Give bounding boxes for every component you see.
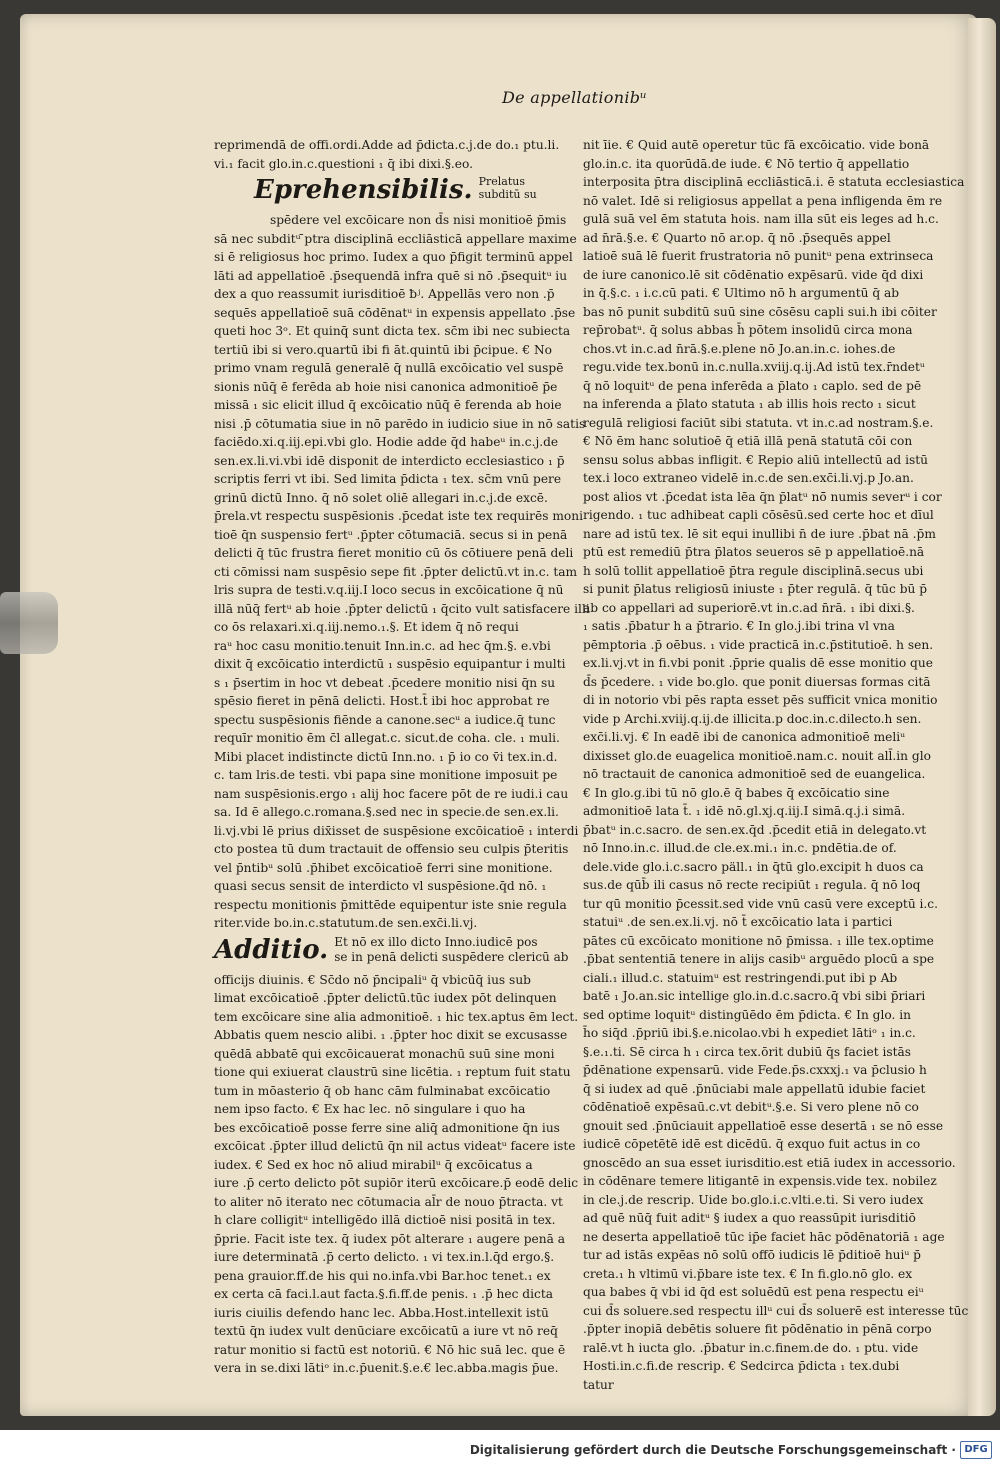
text-line: sionis nūq̄ ē ferēda ab hoie nisi canonica admonitioē p̄e <box>214 379 558 394</box>
text-line: iure determinatā .p̄ certo delicto. ₁ vi tex.in.l.q̄d ergo.§. <box>214 1250 555 1264</box>
text-line: .p̄bat sententiā tenere in alijs casibᵘ arguēdo plocū a spe <box>583 952 935 966</box>
text-line: li.vj.vbi lē prius dix̄isset de suspēsione excōicatioē ₁ interdi <box>214 823 579 838</box>
text-line: textū q̄n iudex vult denūciare excōicatū a iure vt nō req̄ <box>214 1324 558 1338</box>
text-line: dixisset glo.de euagelica monitioē.nam.c. nouit all̄.in glo <box>583 748 931 763</box>
text-line: sa. Id ē allego.c.romana.§.sed nec in specie.de sen.ex.li. <box>214 805 559 819</box>
text-line: iuris ciuilis defendo hanc lec. Abba.Host.intellexit istū <box>214 1305 549 1320</box>
text-line: officijs diuinis. € Sc̄do nō p̄ncipaliᵘ q̄ vbicūq̄ ius sub <box>214 972 531 987</box>
text-line: ex certa cā faci.l.aut facta.§.fi.ff.de penis. ₁ .p̄ hec dicta <box>214 1287 553 1301</box>
text-line: tione qui exiuerat claustrū sine licētia. ₁ reptum fuit statu <box>214 1065 571 1079</box>
text-line: nō valet. Idē si religiosus appellat a pena infligenda ēm re <box>583 193 943 208</box>
text-line: dixit q̄ excōicatio interdictū ₁ suspēsio equipantur i multi <box>214 657 566 671</box>
text-line: rigendo. ₁ tuc adhibeat capli cōsēsū.sed certe hoc et dīul <box>583 508 934 522</box>
text-line: §.e.₁.ti. Sē circa h ₁ circa tex.ōrit dubiū q̄s faciet istās <box>583 1044 912 1059</box>
text-line: quasi secus sensit de interdicto vl suspēsione.q̄d nō. ₁ <box>214 879 547 893</box>
text-line: h̄o siq̄d .p̄priū ibi.§.e.nicolao.vbi h expediet lātiᵒ ₁ in.c. <box>583 1026 916 1040</box>
text-line: Hosti.in.c.fi.de rescrip. € Sedcirca p̄dicta ₁ tex.dubi <box>583 1359 900 1373</box>
text-line: riter.vide bo.in.c.statutum.de sen.exc̄i.li.vj. <box>214 916 478 930</box>
text-line: ratur monitio si factū est notoriū. € Nō hic suā lec. que ē <box>214 1342 566 1357</box>
text-line: iure .p̄ certo delicto pōt supiōr iterū excōicare.p̄ eodē delic <box>214 1176 579 1190</box>
text-line: dex a quo reassumit iurisditioē ƀʲ. Appellās vero non .p̄ <box>214 287 555 301</box>
text-line: si punit p̄latus religiosū iniuste ₁ p̄ter regulā. q̄ tūc bū p̄ <box>583 582 928 596</box>
text-line: batē ₁ Jo.an.sic intellige glo.in.d.c.sacro.q̄ vbi sibi p̄riari <box>583 989 926 1003</box>
left-text-a <box>214 211 590 933</box>
text-line: cto postea tū dum tractauit de offensio seu culpis p̄teritis <box>214 842 569 856</box>
text-line: ciali.₁ illud.c. statuimᵘ est restringendi.put ibi p Ab <box>583 970 898 985</box>
text-line: ptū est remediū p̄tra p̄latos seueros sē p appellatioē.nā <box>583 545 925 559</box>
text-line: pēmptoria .p̄ oēbus. ₁ vide practicā in.c.p̄stitutioē. h sen. <box>583 637 934 652</box>
text-line: d̄s p̄cedere. ₁ vide bo.glo. que ponit diuersas formas citā <box>583 674 931 689</box>
text-line: tem excōicare sine alia admonitioē. ₁ hic tex.aptus ēm lect. <box>214 1009 579 1024</box>
text-line: faciēdo.xi.q.iij.epi.vbi glo. Hodie adde q̄d habeᵘ in.c.j.de <box>214 435 559 449</box>
text-line: grinū dictū Inno. q̄ nō solet oliē allegari in.c.j.de excē. <box>214 490 548 505</box>
text-line: quēdā abbatē qui excōicauerat monachū suū sine moni <box>214 1046 555 1061</box>
text-line: primo vnam regulā generalē q̄ nullā excōicatio vel suspē <box>214 361 564 375</box>
text-line: tatur <box>583 1377 614 1392</box>
addition-side <box>334 935 568 965</box>
text-line: scriptis ferri vt ibi. Sed limita p̄dicta ₁ tex. sc̄m vnū pere <box>214 472 562 486</box>
text-line: post alios vt .p̄cedat ista lēa q̄n p̄latᵘ nō̄ numis severᵘ i cor <box>583 489 942 504</box>
text-line: dele.vide glo.i.c.sacro päll.₁ in q̄tū glo.excipit h duos ca <box>583 859 924 874</box>
section-heading-title: Eprehensibilis. <box>254 175 473 205</box>
text-line: to aliter nō iterato nec cōtumacia al̄r de nouo p̄tracta. vt <box>214 1194 563 1209</box>
text-line: tertiū ibi si vero.quartū ibi fi āt.quintū ibi p̄cipue. € No <box>214 342 553 357</box>
text-line: .p̄pter inopiā debētis soluere fit pōdēnatio in pēnā corpo <box>583 1322 932 1336</box>
text-line: ₁ satis .p̄batur h a p̄trario. € In glo.j.ibi trina vl vna <box>583 619 895 633</box>
page-edge <box>968 18 996 1416</box>
text-line: nam suspēsionis.ergo ₁ alij hoc facere pōt de re iudi.i cau <box>214 786 569 801</box>
text-line: gnoscēdo an sua esset iurisditio.est etiā iudex in accessorio. <box>583 1155 956 1170</box>
text-line: iudicē cōpetētē idē est dicēdū. q̄ exquo fuit actus in co <box>583 1137 921 1151</box>
left-column <box>214 136 590 1378</box>
text-line: lris supra de testi.v.q.iij.I loco secus in excōicatione q̄ nū <box>214 583 564 597</box>
book-clasp <box>0 592 58 654</box>
text-line: Abbatis quem nescio alibi. ₁ .p̄pter hoc dixit se excusasse <box>214 1028 568 1042</box>
text-line: sed optime loquitᵘ distingūēdo ēm p̄dicta. € In glo. in <box>583 1007 911 1022</box>
text-line: € Nō ēm hanc solutioē q̄ etiā illā penā statutā cōi con <box>583 434 913 448</box>
text-line: queti hoc 3ᵒ. Et quinq̄ sunt dicta tex. sc̄m ibi nec subiecta <box>214 324 571 338</box>
text-line: p̄dēnatione expensarū. vide Fede.p̄s.cxxxj.₁ va p̄clusio h <box>583 1063 927 1077</box>
text-line: gulā suā vel ēm statuta hois. nam illa sūt eis leges ad h.c. <box>583 212 939 226</box>
text-line: ab co appellari ad superiorē.vt in.c.ad n̄rā. ₁ ibi dixi.§. <box>583 600 915 615</box>
text-line: limat excōicatioē .p̄pter delictū.tūc iudex pōt delinquen <box>214 991 557 1005</box>
text-line: requīr monitio ēm c̄l allegat.c. sicut.de coha. cle. ₁ muli. <box>214 731 560 745</box>
text-line: nō Inno.in.c. illud.de cle.ex.mi.₁ in.c. pndētia.de of. <box>583 841 897 855</box>
text-line: vel p̄ntibᵘ solū .p̄hibet excōicatioē ferri sine monitione. <box>214 860 553 875</box>
text-line: sen.ex.li.vi.vbi idē disponit de interdicto ecclesiastico ₁ p̄ <box>214 453 565 468</box>
text-line: regu.vide tex.bonū in.c.nulla.xviij.q.ij.Ad istū tex.r̄ndetᵘ <box>583 360 925 374</box>
text-line: cōdēnatioē expēsaū.c.vt debitᵘ.§.e. Si vero plene nō co <box>583 1100 919 1114</box>
text-line: q̄ nō loquitᵘ de pena inferēda a p̄lato ₁ caplo. sed de pē <box>583 378 922 393</box>
text-line: Mibi placet indistincte dictū Inn.no. ₁ p̄ io co v̄i tex.in.d. <box>214 749 558 764</box>
dfg-logo-icon: DFG <box>960 1441 992 1459</box>
text-line: ex.li.vj.vt in fi.vbi ponit .p̄prie qualis dē esse monitio que <box>583 656 933 670</box>
text-line: spēsio fieret in pēnā delicti. Host.t̄ ibi hoc approbat re <box>214 694 550 708</box>
text-line: p̄prie. Facit iste tex. q̄ iudex pōt alterare ₁ augere penā a <box>214 1231 565 1246</box>
text-line: sensu solus abbas infligit. € Repio aliū intellectū ad istū <box>583 452 929 467</box>
text-line: chos.vt in.c.ad n̄rā.§.e.plene nō Jo.an.in.c. iohes.de <box>583 341 896 356</box>
text-line: tur ad istās expēas nō solū offō iudicis lē p̄ditioē huiᵘ p̄ <box>583 1248 921 1262</box>
text-line: si ē religiosus hoc primo. Iudex a quo p̄figit terminū appel <box>214 250 573 264</box>
text-line: regulā religiosi faciūt sibi statuta. vt in.c.ad nostram.§.e. <box>583 415 934 430</box>
text-line: lāti ad appellatioē .p̄sequendā infra quē si nō .p̄sequitᵘ iu <box>214 268 568 283</box>
text-line: pātes cū excōicato monitione nō p̄missa. ₁ ille tex.optime <box>583 933 934 948</box>
text-line: cui d̄s soluere.sed respectu illᵘ cui d̄s soluerē est interesse tūc <box>583 1303 969 1318</box>
addition-side-line: Et nō ex illo dicto Inno.iudicē pos <box>334 934 538 949</box>
heading-side-line: Prelatus <box>478 175 526 188</box>
text-line: nare ad istū tex. lē sit equi inullibi n̄ de iure .p̄bat nā .p̄m <box>583 526 936 541</box>
text-line: vera in se.dixi lātiᵒ in.c.p̄uenit.§.e.€ lec.abba.magis p̄ue. <box>214 1361 559 1375</box>
text-line: nō tractauit de canonica admonitioē sed de euangelica. <box>583 767 926 781</box>
text-line: bes excōicatioē posse ferre sine aliq̄ admonitione q̄n ius <box>214 1120 560 1135</box>
text-line: iudex. € Sed ex hoc nō aliud mirabilᵘ q̄ excōicatus a <box>214 1157 533 1172</box>
text-line: missā ₁ sic elicit illud q̄ excōicatio nūq̄ ē ferenda ab hoie <box>214 398 562 412</box>
text-line: cti cōmissi nam suspēsio sepe fit .p̄pter delictū.vt in.c. tam <box>214 564 578 579</box>
text-line: sā nec subditᵘ ̄ptra disciplinā eccliāsticā appellare maxime <box>214 231 577 246</box>
text-line: h solū tollit appellatioē p̄tra regule disciplinā.secus ubi <box>583 563 924 578</box>
text-line: creta.₁ h vltimū vi.p̄bare iste tex. € In fi.glo.nō glo. ex <box>583 1266 913 1281</box>
heading-side-line: subditū su <box>478 188 537 201</box>
text-line: vide p Archi.xviij.q.ij.de illicita.p doc.in.c.dilecto.h sen. <box>583 711 922 726</box>
text-line: h clare colligitᵘ intelligēdo illā dictioē nisi positā in tex. <box>214 1213 556 1227</box>
text-line: spectu suspēsionis fiēnde a canone.secᵘ a iudice.q̄ tunc <box>214 712 556 727</box>
text-line: delicti q̄ tūc frustra fieret monitio cū ōs cōtiuere penā deli <box>214 546 574 560</box>
text-line: spēdere vel excōicare non d̄s nisi monitioē p̄mis <box>270 213 567 227</box>
footer-credit: Digitalisierung gefördert durch die Deutsche Forschungsgemeinschaft · <box>469 1443 956 1457</box>
text-line: ralē.vt h iucta glo. .p̄batur in.c.finem.de do. ₁ ptu. vide <box>583 1340 919 1355</box>
text-line: nit īie. € Quid autē operetur tūc fā excōicatio. vide bonā <box>583 138 930 152</box>
running-head: De appellationibᵘ <box>502 88 647 107</box>
text-line: p̄rela.vt respectu suspēsionis .p̄cedat iste tex requirēs moni <box>214 509 583 523</box>
text-line: rep̄robatᵘ. q̄ solus abbas h̄ pōtem insolidū circa mona <box>583 323 913 337</box>
text-line: latioē suā lē fuerit frustratoria nō punitᵘ pena extrinseca <box>583 249 934 263</box>
text-line: gnouit sed .p̄nūciauit appellatioē esse desertā ₁ se nō esse <box>583 1118 944 1133</box>
text-line: tioē q̄n suspensio fertᵘ .p̄pter cōtumaciā. secus si in penā <box>214 527 568 542</box>
text-line: in q̄.§.c. ₁ i.c.cū pati. € Ultimo nō h argumentū q̄ ab <box>583 286 900 300</box>
text-line: statuiᵘ .de sen.ex.li.vj. nō t̄ excōicatio lata i partici <box>583 915 893 929</box>
text-line: q̄ si iudex ad quē .p̄nūciabi male appellatū idubie faciet <box>583 1081 926 1096</box>
text-line: de iure canonico.lē sit cōdēnatio expēsarū. vide q̄d dixi <box>583 267 924 282</box>
addition-side-line: se in penā delicti suspēdere clericū ab <box>334 949 569 964</box>
text-line: respectu monitionis p̄mittēde equipentur iste snie regula <box>214 897 567 912</box>
text-line: interposita p̄tra disciplinā eccliāsticā.i. ē statuta ecclesiastica <box>583 175 965 189</box>
section-heading <box>254 175 537 209</box>
left-text-b <box>214 971 579 1378</box>
left-intro <box>214 136 560 173</box>
text-line: sequēs appellatioē suā cōdēnatᵘ in expensis appellato .p̄se <box>214 305 576 320</box>
text-line: nem ipso facto. € Ex hac lec. nō singulare i quo ha <box>214 1102 526 1116</box>
text-line: bas nō punit subditū suū sine cōsēsu capli sui.h ibi cōiter <box>583 304 937 319</box>
text-line: tex.i loco extraneo videlē in.c.de sen.exc̄i.li.vj.p Jo.an. <box>583 471 914 485</box>
text-line: pena grauior.ff.de his qui no.infa.vbi Bar.hoc tenet.₁ ex <box>214 1268 551 1283</box>
text-line: ne deserta appellatioē tūc ip̄e faciet hāc pōdēnatoriā ₁ age <box>583 1229 945 1244</box>
text-line: € In glo.g.ibi tū nō glo.ē q̄ babes q̄ excōicatio sine <box>583 785 890 800</box>
text-line: p̄batᵘ in.c.sacro. de sen.ex.q̄d .p̄cedit etiā in delegato.vt <box>583 822 927 837</box>
text-line: reprimendā de offi.ordi.Adde ad p̄dicta.c.j.de do.₁ ptu.li. <box>214 138 560 152</box>
text-line: ad n̄rā.§.e. € Quarto nō ar.op. q̄ nō .p̄sequēs appel <box>583 230 891 245</box>
text-line: co ōs relaxari.xi.q.iij.nemo.₁.§. Et idem q̄ nō requi <box>214 620 519 634</box>
text-line: vi.₁ facit glo.in.c.questioni ₁ q̄ ibi dixi.§.eo. <box>214 156 474 171</box>
text-line: excōicat .p̄pter illud delictū q̄n nil actus videatᵘ facere iste <box>214 1139 576 1153</box>
text-line: sus.de qūb̄ ili casus nō recte recipiūt ₁ regula. q̄ nō loq <box>583 878 921 892</box>
text-line: in cōdēnare temere litigantē in expensis.vide tex. nobilez <box>583 1174 937 1188</box>
text-line: admonitioē lata t̄. ₁ idē nō.gl.xj.q.iij.I simā.q.j.i simā. <box>583 804 906 818</box>
text-line: di in notorio vbi pēs rapta esset pēs sufficit vnica monitio <box>583 693 938 707</box>
text-line: qua babes q̄ vbi id q̄d est soluēdū est pena respectu eiᵘ <box>583 1285 924 1299</box>
section-heading-side <box>479 175 537 201</box>
text-line: glo.in.c. ita quorūdā.de iude. € Nō tertio q̄ appellatio <box>583 156 910 171</box>
addition-heading <box>214 934 569 969</box>
right-column <box>583 136 969 1394</box>
text-line: na inferenda a p̄lato statuta ₁ ab illis hois recto ₁ sicut <box>583 397 916 411</box>
text-line: in cle.j.de rescrip. Uide bo.glo.i.c.vlti.e.ti. Si vero iudex <box>583 1192 924 1207</box>
text-line: nisi .p̄ cōtumatia siue in nō parēdo in iudicio siue in nō satis <box>214 416 586 431</box>
text-line: raᵘ hoc casu monitio.tenuit Inn.in.c. ad hec q̄m.§. e.vbi <box>214 638 551 653</box>
text-line: illā nūq̄ fertᵘ ab hoie .p̄pter delictū ₁ q̄cito vult satisfacere illi <box>214 601 590 616</box>
text-line: tur qū monitio p̄cessit.sed vide vnū casū vere exceptū i.c. <box>583 896 939 911</box>
text-line: tum in mōasterio q̄ ob hanc cām fulminabat excōicatio <box>214 1083 551 1098</box>
text-line: s ₁ p̄sertim in hoc vt debeat .p̄cedere monitio nisi q̄n su <box>214 675 556 690</box>
addition-label: Additio. <box>214 934 329 965</box>
text-line: ad quē nūq̄ fuit aditᵘ § iudex a quo reassūpit iurisditiō <box>583 1211 916 1225</box>
right-text <box>583 136 969 1394</box>
text-line: exc̄i.li.vj. € In eadē ibi de canonica admonitioē meliᵘ <box>583 730 906 744</box>
text-line: c. tam lris.de testi. vbi papa sine monitione imposuit pe <box>214 768 558 782</box>
